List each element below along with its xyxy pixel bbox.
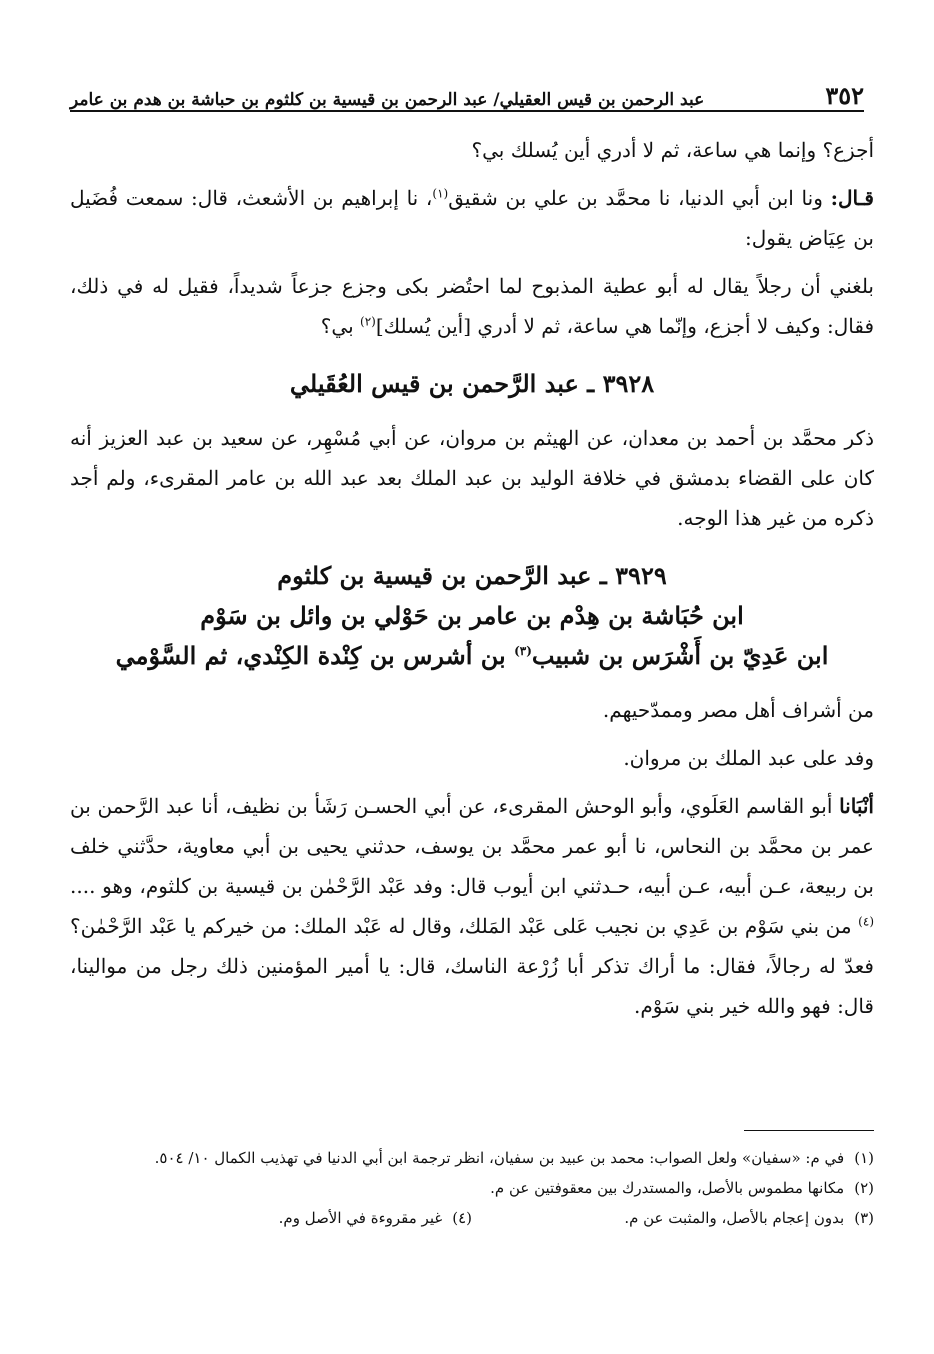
- paragraph-lead: قـال:: [830, 186, 874, 210]
- entry-title-line: ابن حُبَاشة بن هِدْم بن عامر بن حَوْلي بن وائل بن سَوْم: [200, 601, 744, 630]
- footnote: [70, 1143, 874, 1173]
- entry-title-text: ابن عَدِيّ بن أَشْرَس بن شبيب: [531, 641, 829, 670]
- paragraph-text: ، نا إبراهيم بن الأشعث، قال: سمعت فُضَيل بن عِيَاض يقول:: [70, 186, 874, 250]
- footnote-number: (٣): [854, 1209, 874, 1227]
- paragraph-text: وفد على عبد الملك بن مروان.: [623, 746, 874, 770]
- entry-title-line: ٣٩٢٩ ـ عبد الرَّحمن بن قيسية بن كلثوم: [277, 561, 667, 590]
- paragraph: [70, 690, 874, 730]
- paragraph-lead: أنْبَانا: [839, 794, 874, 818]
- paragraph: [70, 418, 874, 538]
- footnote-ref: (٢): [360, 314, 376, 329]
- footnote: [70, 1203, 472, 1233]
- entry-title-line: ٣٩٢٨ ـ عبد الرَّحمن بن قيس العُقَيلي: [289, 369, 655, 398]
- paragraph-text: ونا ابن أبي الدنيا، نا محمَّد بن علي بن شقيق: [448, 186, 831, 210]
- entry-title: [70, 364, 874, 404]
- footnote-text: في م: «سفيان» ولعل الصواب: محمد بن عبيد بن سفيان، انظر ترجمة ابن أبي الدنيا في تهذيب الكمال ١٠/ ٥٠٤.: [154, 1149, 845, 1167]
- footnote-ref: (٤): [858, 914, 874, 929]
- footnote-ref: (٣): [514, 644, 532, 658]
- paragraph-text: أجزع؟ وإنما هي ساعة، ثم لا أدري أين يُسلك بي؟: [471, 138, 874, 162]
- entry-title-text: بن أشرس بن كِنْدة الكِنْدي، ثم السَّوْمي: [115, 641, 515, 670]
- footnote-rule: [744, 1130, 874, 1131]
- footnote-text: غير مقروءة في الأصل وم.: [278, 1209, 443, 1227]
- paragraph: [70, 178, 874, 258]
- paragraph: [70, 130, 874, 170]
- paragraph: [70, 738, 874, 778]
- main-text: [70, 130, 874, 1034]
- header-rule: [70, 110, 864, 112]
- page-header: [70, 70, 864, 110]
- footnote: [70, 1173, 874, 1203]
- footnote-number: (٢): [854, 1179, 874, 1197]
- paragraph-text: من أشراف أهل مصر وممدّحيهم.: [602, 698, 874, 722]
- footnote-text: بدون إعجام بالأصل، والمثبت عن م.: [624, 1209, 845, 1227]
- paragraph-text: من بني سَوْم بن عَدِي بن نجيب عَلى عَبْد المَلك، وقال له عَبْد الملك: من خيركم يا عَبْد الرَّحْمٰن؟ فعدّ له رجالاً، فقال: ما أراك تذكر أبا زُرْعة الناسك، قال: يا أمير المؤمنين ذلك رجل من موالينا، قال: فهو والله خير بني سَوْم.: [70, 914, 874, 1018]
- footnotes: [70, 1130, 874, 1233]
- running-head: عبد الرحمن بن قيس العقيلي/ عبد الرحمن بن قيسية بن كلثوم بن حباشة بن هدم بن عامر: [70, 90, 705, 110]
- paragraph-text: بي؟: [320, 314, 361, 338]
- paragraph: [70, 786, 874, 1026]
- paragraph: [70, 266, 874, 346]
- footnote-number: (٤): [452, 1209, 472, 1227]
- entry-title: [70, 556, 874, 676]
- paragraph-text: أبو القاسم العَلَوي، وأبو الوحش المقرىء، عن أبي الحسـن رَشَأ بن نظيف، أنا عبد الرَّحمن بن عمر بن محمَّد بن النحاس، نا أبو عمر محمَّد بن يوسف، حدثني يحيى بن أبي معاوية، حدَّثني خلف بن ربيعة، عـن أبيه، عـن أبيه، حـدثني ابن أيوب قال: وفد عَبْد الرَّحْمٰن بن قيسية بن كلثوم، وهو ....: [70, 794, 874, 898]
- footnote-number: (١): [854, 1149, 874, 1167]
- footnote-row: [70, 1203, 874, 1233]
- paragraph-text: ذكر محمَّد بن أحمد بن معدان، عن الهيثم بن مروان، عن أبي مُسْهِر، عن سعيد بن عبد العزيز أنه كان على القضاء بدمشق في خلافة الوليد بن عبد الملك بعد عبد الله بن عامر المقرىء، ولم أجد ذكره من غير هذا الوجه.: [70, 426, 874, 530]
- footnote-ref: (١): [432, 186, 449, 201]
- entry-title-line: [70, 636, 874, 676]
- paragraph-text: بلغني أن رجلاً يقال له أبو عطية المذبوح لما احتُضر بكى وجزع جزعاً شديداً، فقيل له في ذلك، فقال: وكيف لا أجزع، وإنّما هي ساعة، ثم لا أدري [أين يُسلك]: [70, 274, 875, 338]
- footnote-text: مكانها مطموس بالأصل، والمستدرك بين معقوفتين عن م.: [490, 1179, 845, 1197]
- page-number: ٣٥٢: [825, 81, 864, 110]
- footnote: [472, 1203, 874, 1233]
